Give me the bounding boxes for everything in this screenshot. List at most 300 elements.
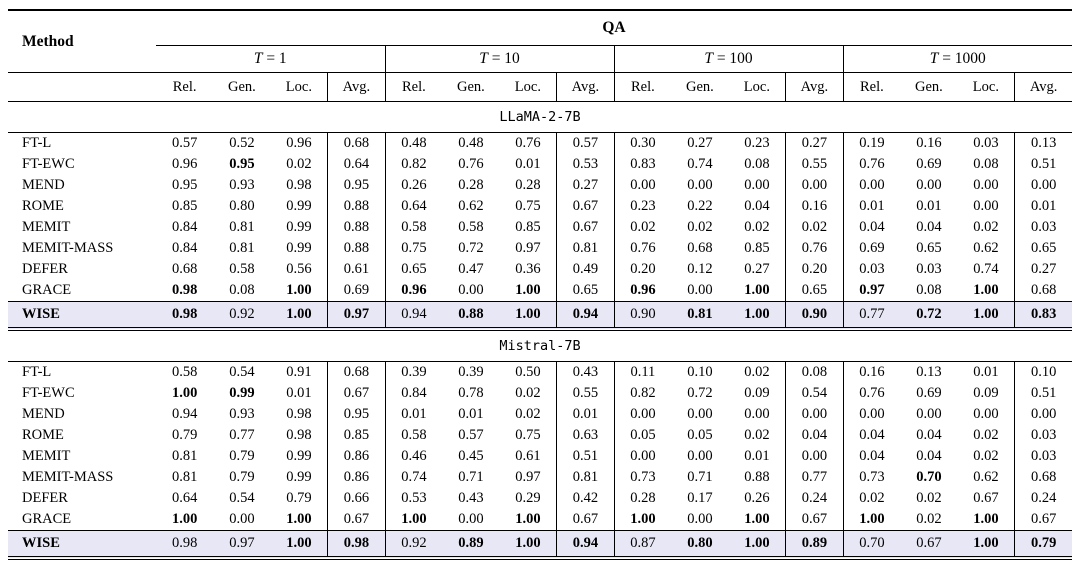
model-section-label: Mistral-7B: [8, 329, 1072, 362]
value-cell: 0.81: [171, 469, 198, 485]
subcol-header-avg: Avg.: [1015, 73, 1072, 102]
value-cell: 0.98: [286, 427, 312, 443]
value-cell: 0.99: [229, 385, 255, 401]
value-cell: 0.79: [286, 490, 312, 506]
value-cell: 0.65: [916, 240, 942, 256]
value-cell: 0.82: [385, 154, 442, 175]
value-cell: 0.74: [687, 156, 713, 172]
value-cell: 0.68: [328, 362, 385, 384]
value-cell: 0.00: [916, 406, 942, 422]
value-cell: 0.51: [1015, 154, 1072, 175]
value-cell: 0.84: [171, 219, 198, 235]
value-cell: 0.67: [973, 490, 999, 506]
value-cell: 0.00: [458, 511, 484, 527]
value-cell: 0.01: [557, 404, 614, 425]
value-cell: 1.00: [271, 302, 328, 330]
value-cell: 0.23: [744, 135, 770, 151]
value-cell: 0.72: [687, 385, 713, 401]
value-cell: 0.98: [286, 177, 312, 193]
value-cell: 0.99: [286, 240, 312, 256]
method-row: [8, 280, 1072, 302]
value-cell: 0.94: [557, 531, 614, 559]
value-cell: 0.80: [671, 531, 728, 559]
value-cell: 0.64: [171, 490, 198, 506]
value-cell: 0.95: [328, 175, 385, 196]
value-cell: 0.77: [786, 467, 843, 488]
value-cell: 1.00: [500, 302, 557, 330]
value-cell: 0.86: [328, 446, 385, 467]
value-cell: 0.76: [515, 135, 541, 151]
method-name: DEFER: [22, 490, 68, 506]
value-cell: 1.00: [271, 531, 328, 559]
subcol-header-gen: Gen.: [442, 73, 499, 102]
title-row: [8, 10, 1072, 46]
value-cell: 0.58: [385, 217, 442, 238]
value-cell: 0.27: [557, 175, 614, 196]
math-symbol: T: [929, 50, 939, 67]
math-symbol: T: [479, 50, 488, 67]
value-cell: 0.57: [171, 135, 198, 151]
value-cell: 0.55: [557, 383, 614, 404]
value-cell: 0.65: [385, 259, 442, 280]
value-cell: 0.63: [557, 425, 614, 446]
value-cell: 1.00: [973, 511, 999, 527]
method-row: [8, 425, 1072, 446]
value-cell: 0.68: [171, 261, 198, 277]
value-cell: 0.46: [385, 446, 442, 467]
value-cell: 0.75: [385, 238, 442, 259]
value-cell: 0.00: [614, 446, 671, 467]
value-cell: 0.98: [156, 531, 213, 559]
value-cell: 0.97: [328, 302, 385, 330]
value-cell: 0.95: [328, 404, 385, 425]
value-cell: 0.81: [229, 240, 255, 256]
value-cell: 0.70: [843, 531, 900, 559]
value-cell: 0.98: [171, 282, 198, 298]
method-name: MEMIT-MASS: [22, 469, 114, 485]
value-cell: 0.04: [744, 198, 770, 214]
value-cell: 0.52: [229, 135, 255, 151]
value-cell: 0.04: [843, 446, 900, 467]
math-symbol: T: [704, 50, 713, 67]
group-header-t-3: T = 1000: [843, 46, 1072, 73]
value-cell: 0.53: [385, 488, 442, 509]
value-cell: 0.69: [328, 280, 385, 302]
value-cell: 0.43: [458, 490, 484, 506]
value-cell: 1.00: [171, 511, 198, 527]
model-section-label: LLaMA-2-7B: [8, 102, 1072, 133]
value-cell: 0.04: [843, 217, 900, 238]
value-cell: 0.28: [614, 488, 671, 509]
value-cell: 0.05: [614, 425, 671, 446]
value-cell: 0.99: [286, 448, 312, 464]
method-name: ROME: [22, 198, 64, 214]
value-cell: 0.02: [744, 427, 770, 443]
value-cell: 0.88: [328, 196, 385, 217]
value-cell: 0.76: [843, 154, 900, 175]
value-cell: 0.26: [744, 490, 770, 506]
value-cell: 0.67: [1015, 509, 1072, 531]
value-cell: 0.49: [557, 259, 614, 280]
value-cell: 1.00: [729, 531, 786, 559]
value-cell: 1.00: [385, 509, 442, 531]
group-header-t-1: T = 10: [385, 46, 614, 73]
value-cell: 0.74: [385, 467, 442, 488]
value-cell: 0.77: [843, 302, 900, 330]
value-cell: 0.57: [557, 133, 614, 155]
value-cell: 0.48: [458, 135, 484, 151]
method-name: MEND: [22, 177, 65, 193]
value-cell: 0.00: [229, 511, 255, 527]
value-cell: 0.13: [916, 364, 942, 380]
value-cell: 0.16: [786, 196, 843, 217]
method-name: MEND: [22, 406, 65, 422]
value-cell: 0.02: [744, 364, 770, 380]
value-cell: 0.36: [515, 261, 541, 277]
value-cell: 0.08: [744, 156, 770, 172]
value-cell: 1.00: [744, 282, 770, 298]
value-cell: 0.76: [614, 238, 671, 259]
value-cell: 0.04: [916, 448, 942, 464]
value-cell: 0.67: [328, 509, 385, 531]
value-cell: 0.00: [614, 175, 671, 196]
value-cell: 0.67: [557, 196, 614, 217]
method-row: [8, 467, 1072, 488]
value-cell: 1.00: [843, 509, 900, 531]
method-row: [8, 238, 1072, 259]
value-cell: 0.98: [328, 531, 385, 559]
value-cell: 0.67: [900, 531, 957, 559]
value-cell: 0.76: [843, 383, 900, 404]
value-cell: 0.73: [614, 467, 671, 488]
value-cell: 0.65: [786, 280, 843, 302]
value-cell: 1.00: [614, 509, 671, 531]
method-row: [8, 488, 1072, 509]
value-cell: 0.97: [515, 240, 541, 256]
value-cell: 0.62: [458, 198, 484, 214]
value-cell: 0.75: [515, 198, 541, 214]
value-cell: 0.61: [515, 448, 541, 464]
subcol-header-loc: Loc.: [958, 73, 1015, 102]
value-cell: 0.65: [557, 280, 614, 302]
value-cell: 0.94: [557, 302, 614, 330]
value-cell: 0.03: [973, 135, 999, 151]
value-cell: 0.22: [687, 198, 713, 214]
value-cell: 0.00: [786, 404, 843, 425]
subcol-header-rel: Rel.: [614, 73, 671, 102]
value-cell: 0.00: [687, 177, 713, 193]
value-cell: 0.43: [557, 362, 614, 384]
value-cell: 0.96: [614, 280, 671, 302]
method-name: WISE: [8, 302, 156, 330]
value-cell: 0.02: [973, 448, 999, 464]
value-cell: 0.10: [687, 364, 713, 380]
value-cell: 0.97: [213, 531, 270, 559]
method-name: FT-L: [22, 364, 52, 380]
method-row: [8, 446, 1072, 467]
value-cell: 0.00: [973, 198, 999, 214]
value-cell: 0.64: [328, 154, 385, 175]
value-cell: 0.79: [229, 469, 255, 485]
value-cell: 0.99: [286, 469, 312, 485]
value-cell: 0.02: [786, 217, 843, 238]
value-cell: 0.57: [458, 427, 484, 443]
value-cell: 0.76: [458, 156, 484, 172]
value-cell: 0.01: [1015, 196, 1072, 217]
value-cell: 0.79: [1015, 531, 1072, 559]
subcol-header-rel: Rel.: [156, 73, 213, 102]
subcol-header-avg: Avg.: [557, 73, 614, 102]
value-cell: 0.01: [385, 404, 442, 425]
value-cell: 0.45: [458, 448, 484, 464]
value-cell: 0.95: [171, 177, 198, 193]
value-cell: 0.02: [286, 156, 312, 172]
subcol-header-loc: Loc.: [729, 73, 786, 102]
value-cell: 0.94: [171, 406, 198, 422]
value-cell: 0.23: [614, 196, 671, 217]
value-cell: 0.00: [744, 406, 770, 422]
value-cell: 1.00: [729, 302, 786, 330]
value-cell: 0.01: [843, 196, 900, 217]
value-cell: 0.02: [973, 427, 999, 443]
method-row: [8, 404, 1072, 425]
value-cell: 0.00: [614, 404, 671, 425]
method-name: ROME: [22, 427, 64, 443]
value-cell: 1.00: [171, 385, 198, 401]
method-name: GRACE: [22, 282, 72, 298]
model-section-row: [8, 329, 1072, 362]
value-cell: 0.00: [973, 406, 999, 422]
value-cell: 0.88: [744, 469, 770, 485]
method-name: FT-L: [22, 135, 52, 151]
method-row: [8, 175, 1072, 196]
value-cell: 0.87: [614, 531, 671, 559]
value-cell: 0.17: [687, 490, 713, 506]
value-cell: 0.69: [916, 385, 942, 401]
method-name: MEMIT-MASS: [22, 240, 114, 256]
value-cell: 0.01: [515, 156, 541, 172]
value-cell: 0.81: [229, 219, 255, 235]
value-cell: 1.00: [286, 511, 312, 527]
method-name: FT-EWC: [22, 385, 75, 401]
value-cell: 0.80: [229, 198, 255, 214]
value-cell: 0.00: [843, 175, 900, 196]
value-cell: 0.78: [458, 385, 484, 401]
value-cell: 0.09: [973, 385, 999, 401]
group-header-t-0: T = 1: [156, 46, 385, 73]
group-header-t-2: T = 100: [614, 46, 843, 73]
value-cell: 0.04: [916, 219, 942, 235]
value-cell: 0.97: [515, 469, 541, 485]
value-cell: 0.89: [442, 531, 499, 559]
value-cell: 0.96: [385, 280, 442, 302]
qa-title: QA: [156, 10, 1072, 46]
value-cell: 0.82: [614, 383, 671, 404]
value-cell: 0.58: [458, 219, 484, 235]
subcol-header-gen: Gen.: [213, 73, 270, 102]
value-cell: 0.69: [916, 156, 942, 172]
value-cell: 1.00: [515, 511, 541, 527]
value-cell: 0.69: [843, 238, 900, 259]
value-cell: 0.88: [328, 217, 385, 238]
value-cell: 0.02: [614, 217, 671, 238]
subcol-header-avg: Avg.: [786, 73, 843, 102]
value-cell: 0.08: [229, 282, 255, 298]
value-cell: 0.58: [171, 364, 198, 380]
value-cell: 0.08: [786, 362, 843, 384]
value-cell: 1.00: [286, 282, 312, 298]
method-name: WISE: [8, 531, 156, 559]
value-cell: 0.27: [786, 133, 843, 155]
value-cell: 0.79: [229, 448, 255, 464]
value-cell: 0.27: [1015, 259, 1072, 280]
subcol-header-loc: Loc.: [500, 73, 557, 102]
value-cell: 0.04: [786, 425, 843, 446]
value-cell: 0.86: [328, 467, 385, 488]
value-cell: 0.00: [843, 404, 900, 425]
value-cell: 0.00: [786, 446, 843, 467]
value-cell: 0.02: [515, 406, 541, 422]
value-cell: 0.48: [385, 133, 442, 155]
value-cell: 0.75: [515, 427, 541, 443]
value-cell: 0.67: [557, 509, 614, 531]
value-cell: 0.76: [786, 238, 843, 259]
value-cell: 0.00: [973, 177, 999, 193]
value-cell: 0.61: [328, 259, 385, 280]
t-group-header-row: [8, 46, 1072, 73]
value-cell: 0.95: [229, 156, 255, 172]
value-cell: 0.00: [687, 448, 713, 464]
value-cell: 0.20: [786, 259, 843, 280]
value-cell: 0.55: [786, 154, 843, 175]
value-cell: 0.72: [900, 302, 957, 330]
value-cell: 0.62: [973, 469, 999, 485]
method-row: [8, 133, 1072, 155]
subcol-header-loc: Loc.: [271, 73, 328, 102]
value-cell: 0.51: [557, 446, 614, 467]
value-cell: 0.68: [687, 240, 713, 256]
value-cell: 0.81: [557, 467, 614, 488]
value-cell: 0.13: [1015, 133, 1072, 155]
value-cell: 0.03: [1015, 217, 1072, 238]
value-cell: 0.85: [328, 425, 385, 446]
value-cell: 0.00: [687, 282, 713, 298]
value-cell: 0.96: [286, 135, 312, 151]
empty-header-cell: [8, 73, 156, 102]
value-cell: 0.30: [614, 133, 671, 155]
value-cell: 0.00: [1015, 404, 1072, 425]
value-cell: 0.54: [786, 383, 843, 404]
value-cell: 0.00: [687, 406, 713, 422]
value-cell: 0.85: [171, 198, 198, 214]
value-cell: 0.71: [687, 469, 713, 485]
value-cell: 0.02: [916, 511, 942, 527]
value-cell: 0.24: [786, 488, 843, 509]
value-cell: 0.92: [213, 302, 270, 330]
value-cell: 0.71: [458, 469, 484, 485]
value-cell: 0.81: [557, 238, 614, 259]
value-cell: 0.00: [458, 282, 484, 298]
value-cell: 0.89: [786, 531, 843, 559]
value-cell: 1.00: [958, 302, 1015, 330]
value-cell: 0.58: [229, 261, 255, 277]
value-cell: 0.66: [328, 488, 385, 509]
method-row: [8, 217, 1072, 238]
model-section-row: [8, 102, 1072, 133]
subcolumn-header-row: [8, 73, 1072, 102]
value-cell: 0.68: [328, 133, 385, 155]
value-cell: 0.01: [286, 385, 312, 401]
value-cell: 0.20: [614, 259, 671, 280]
subcol-header-gen: Gen.: [671, 73, 728, 102]
value-cell: 0.93: [229, 406, 255, 422]
value-cell: 0.94: [385, 302, 442, 330]
value-cell: 0.00: [916, 177, 942, 193]
method-row: [8, 362, 1072, 384]
value-cell: 0.01: [458, 406, 484, 422]
value-cell: 0.67: [557, 217, 614, 238]
value-cell: 0.81: [171, 448, 198, 464]
method-name: DEFER: [22, 261, 68, 277]
value-cell: 0.11: [614, 362, 671, 384]
value-cell: 0.10: [1015, 362, 1072, 384]
value-cell: 0.81: [671, 302, 728, 330]
value-cell: 0.12: [687, 261, 713, 277]
value-cell: 0.04: [843, 425, 900, 446]
value-cell: 0.90: [614, 302, 671, 330]
value-cell: 0.02: [744, 219, 770, 235]
method-name: FT-EWC: [22, 156, 75, 172]
value-cell: 0.77: [229, 427, 255, 443]
method-column-header: Method: [8, 10, 156, 73]
value-cell: 0.27: [744, 261, 770, 277]
value-cell: 0.28: [458, 177, 484, 193]
method-name: MEMIT: [22, 219, 71, 235]
value-cell: 0.27: [687, 135, 713, 151]
value-cell: 0.67: [786, 509, 843, 531]
value-cell: 0.29: [515, 490, 541, 506]
math-symbol: T: [253, 50, 263, 67]
value-cell: 0.39: [458, 364, 484, 380]
value-cell: 1.00: [500, 531, 557, 559]
value-cell: 0.00: [786, 175, 843, 196]
value-cell: 0.47: [458, 261, 484, 277]
value-cell: 0.03: [1015, 446, 1072, 467]
method-row: [8, 383, 1072, 404]
value-cell: 1.00: [515, 282, 541, 298]
value-cell: 0.03: [843, 259, 900, 280]
value-cell: 0.91: [286, 364, 312, 380]
value-cell: 0.08: [973, 156, 999, 172]
subcol-header-gen: Gen.: [900, 73, 957, 102]
value-cell: 0.26: [385, 175, 442, 196]
value-cell: 0.97: [843, 280, 900, 302]
value-cell: 0.01: [916, 198, 942, 214]
value-cell: 0.83: [1015, 302, 1072, 330]
value-cell: 0.98: [156, 302, 213, 330]
value-cell: 0.98: [286, 406, 312, 422]
value-cell: 0.84: [171, 240, 198, 256]
value-cell: 0.54: [229, 490, 255, 506]
value-cell: 1.00: [958, 531, 1015, 559]
value-cell: 0.85: [515, 219, 541, 235]
value-cell: 0.00: [1015, 175, 1072, 196]
value-cell: 0.68: [1015, 280, 1072, 302]
value-cell: 0.58: [385, 425, 442, 446]
value-cell: 0.99: [286, 219, 312, 235]
subcol-header-rel: Rel.: [385, 73, 442, 102]
value-cell: 0.62: [973, 240, 999, 256]
